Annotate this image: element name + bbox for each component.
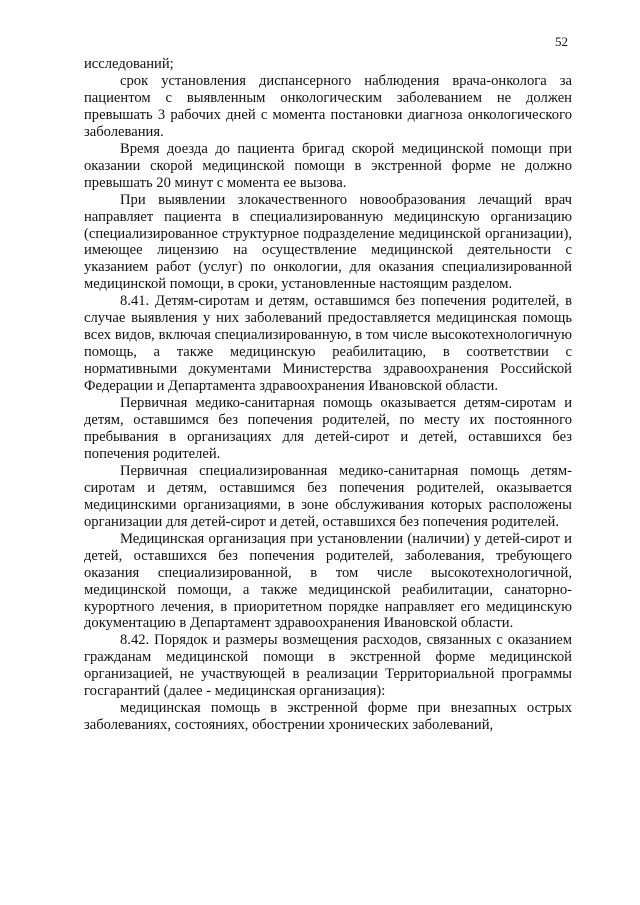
paragraph: При выявлении злокачественного новообразования лечащий врач направляет пациента в специализированную медицинскую организацию (специализированное структурное подразделение медицинской организации), имеющее лицензию на осуществление медицинской деятельности с указанием работ (услуг) по онкологии, для оказания специализированной медицинской помощи, в сроки, установленные настоящим разделом. <box>84 191 572 293</box>
paragraph: Первичная медико-санитарная помощь оказывается детям-сиротам и детям, оставшимся без попечения родителей, по месту их постоянного пребывания в организациях для детей-сирот и детей, оставшихся без попечения родителей. <box>84 395 572 462</box>
paragraph: Первичная специализированная медико-санитарная помощь детям-сиротам и детям, оставшимся без попечения родителей, оказывается медицинскими организациями, в зоне обслуживания которых расположены организации для детей-сирот и детей, оставшихся без попечения родителей. <box>84 462 572 530</box>
paragraph: 8.41. Детям-сиротам и детям, оставшимся без попечения родителей, в случае выявления у них заболеваний предоставляется медицинская помощь всех видов, включая специализированную, в том числе высокотехнологичную помощь, а также медицинскую реабилитацию, в соответствии с нормативными документами Министерства здравоохранения Российской Федерации и Департамента здравоохранения Ивановской области. <box>84 293 572 395</box>
page-number: 52 <box>555 34 568 49</box>
paragraph: Время доезда до пациента бригад скорой медицинской помощи при оказании скорой медицинской помощи в экстренной форме не должно превышать 20 минут с момента ее вызова. <box>84 140 572 191</box>
paragraph: исследований; <box>84 56 174 72</box>
paragraph: медицинская помощь в экстренной форме при внезапных острых заболеваниях, состояниях, обострении хронических заболеваний, <box>84 700 572 734</box>
document-body <box>84 56 572 734</box>
paragraph: срок установления диспансерного наблюдения врача-онколога за пациентом с выявленным онкологическим заболеванием не должен превышать 3 рабочих дней с момента постановки диагноза онкологического заболевания. <box>84 72 572 140</box>
paragraph: 8.42. Порядок и размеры возмещения расходов, связанных с оказанием гражданам медицинской помощи в экстренной форме медицинской организацией, не участвующей в реализации Территориальной программы госгарантий (далее - медицинская организация): <box>84 632 572 700</box>
paragraph: Медицинская организация при установлении (наличии) у детей-сирот и детей, оставшихся без попечения родителей, заболевания, требующего оказания специализированной, в том числе высокотехнологичной, медицинской помощи, а также медицинской реабилитации, санаторно-курортного лечения, в приоритетном порядке направляет его медицинскую документацию в Департамент здравоохранения Ивановской области. <box>84 530 572 632</box>
